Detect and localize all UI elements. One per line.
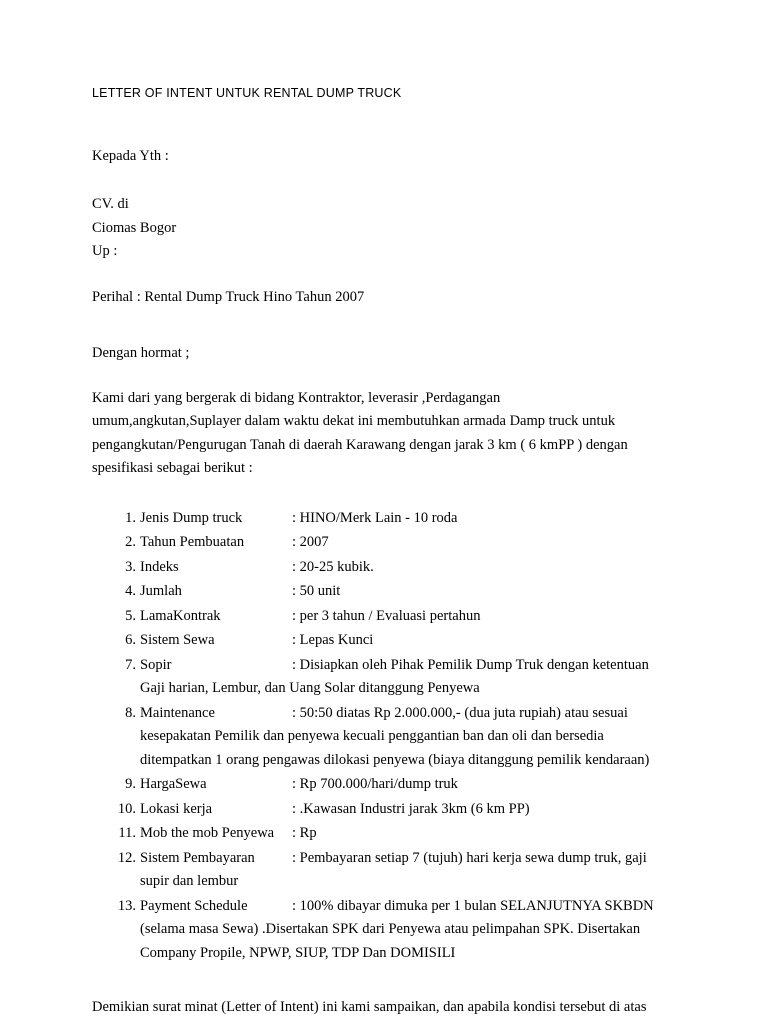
list-item <box>140 507 677 530</box>
spec-continuation: (selama masa Sewa) .Disertakan SPK dari Penyewa atau pelimpahan SPK. Disertakan <box>140 921 641 938</box>
greeting: Dengan hormat ; <box>92 345 190 362</box>
spec-continuation: supir dan lembur <box>140 873 239 890</box>
recipient-address <box>92 193 677 263</box>
spec-label: LamaKontrak <box>140 607 221 624</box>
spec-continuation: Gaji harian, Lembur, dan Uang Solar ditanggung Penyewa <box>140 680 480 697</box>
spec-value: : 50:50 diatas Rp 2.000.000,- (dua juta rupiah) atau sesuai <box>292 704 628 721</box>
spec-label: Sistem Pembayaran <box>140 849 255 866</box>
spec-label: HargaSewa <box>140 776 207 793</box>
spec-continuation: Company Propile, NPWP, SIUP, TDP Dan DOMISILI <box>140 944 456 961</box>
spec-value: : Rp <box>292 825 317 842</box>
list-item <box>140 531 677 554</box>
spec-value: : Pembayaran setiap 7 (tujuh) hari kerja sewa dump truk, gaji <box>292 849 647 866</box>
address-line-1: CV. di <box>92 196 129 213</box>
list-item <box>140 822 677 845</box>
list-item <box>140 847 677 894</box>
spec-value: : 50 unit <box>292 583 341 600</box>
spec-label: Sopir <box>140 656 172 673</box>
list-item <box>140 580 677 603</box>
list-item <box>140 895 677 965</box>
spec-value: : .Kawasan Industri jarak 3km (6 km PP) <box>292 800 530 817</box>
page-title: LETTER OF INTENT UNTUK RENTAL DUMP TRUCK <box>92 86 402 100</box>
address-line-3: Up : <box>92 243 118 260</box>
spec-value: : 100% dibayar dimuka per 1 bulan SELANJUTNYA SKBDN <box>292 897 654 914</box>
list-item <box>140 605 677 628</box>
recipient-label: Kepada Yth : <box>92 148 169 164</box>
closing-paragraph: Demikian surat minat (Letter of Intent) ini kami sampaikan, dan apabila kondisi tersebut di atas <box>92 999 647 1015</box>
spec-value: : Rp 700.000/hari/dump truk <box>292 776 458 793</box>
list-item <box>140 629 677 652</box>
spacer <box>92 966 677 996</box>
spec-continuation: kesepakatan Pemilik dan penyewa kecuali penggantian ban dan oli dan bersedia <box>140 728 604 745</box>
spec-continuation: ditempatkan 1 orang pengawas dilokasi penyewa (biaya ditanggung pemilik kendaraan) <box>140 751 650 768</box>
spec-label: Sistem Sewa <box>140 632 215 649</box>
spacer <box>92 481 677 507</box>
spacer <box>92 101 677 145</box>
intro-line-3: pengangkutan/Pengurugan Tanah di daerah Karawang dengan jarak 3 km ( 6 kmPP ) dengan <box>92 436 628 453</box>
specification-list <box>92 507 677 965</box>
list-item <box>140 798 677 821</box>
document-body <box>92 86 677 1019</box>
address-line-2: Ciomas Bogor <box>92 219 177 236</box>
intro-line-1: Kami dari yang bergerak di bidang Kontraktor, leverasir ,Perdagangan <box>92 389 501 406</box>
spec-value: : Lepas Kunci <box>292 632 374 649</box>
intro-line-2: umum,angkutan,Suplayer dalam waktu dekat ini membutuhkan armada Damp truck untuk <box>92 413 616 430</box>
spacer <box>92 308 677 342</box>
list-item <box>140 702 677 772</box>
spec-value: : 2007 <box>292 534 329 551</box>
spacer <box>92 365 677 387</box>
spec-value: : per 3 tahun / Evaluasi pertahun <box>292 607 481 624</box>
spec-value: : 20-25 kubik. <box>292 558 374 575</box>
spec-value: : HINO/Merk Lain - 10 roda <box>292 509 458 526</box>
list-item <box>140 556 677 579</box>
spec-label: Payment Schedule <box>140 897 248 914</box>
list-item <box>140 773 677 796</box>
list-item <box>140 654 677 701</box>
spec-label: Lokasi kerja <box>140 800 213 817</box>
spacer <box>92 167 677 193</box>
spec-label: Indeks <box>140 558 179 575</box>
spec-label: Tahun Pembuatan <box>140 534 245 551</box>
subject-line: Perihal : Rental Dump Truck Hino Tahun 2007 <box>92 288 365 305</box>
spec-label: Jenis Dump truck <box>140 509 243 526</box>
spacer <box>92 264 677 286</box>
spec-label: Mob the mob Penyewa <box>140 825 275 842</box>
spec-label: Maintenance <box>140 704 215 721</box>
intro-paragraph <box>92 387 677 481</box>
spec-label: Jumlah <box>140 583 182 600</box>
spec-value: : Disiapkan oleh Pihak Pemilik Dump Truk dengan ketentuan <box>292 656 649 673</box>
intro-line-4: spesifikasi sebagai berikut : <box>92 460 253 477</box>
